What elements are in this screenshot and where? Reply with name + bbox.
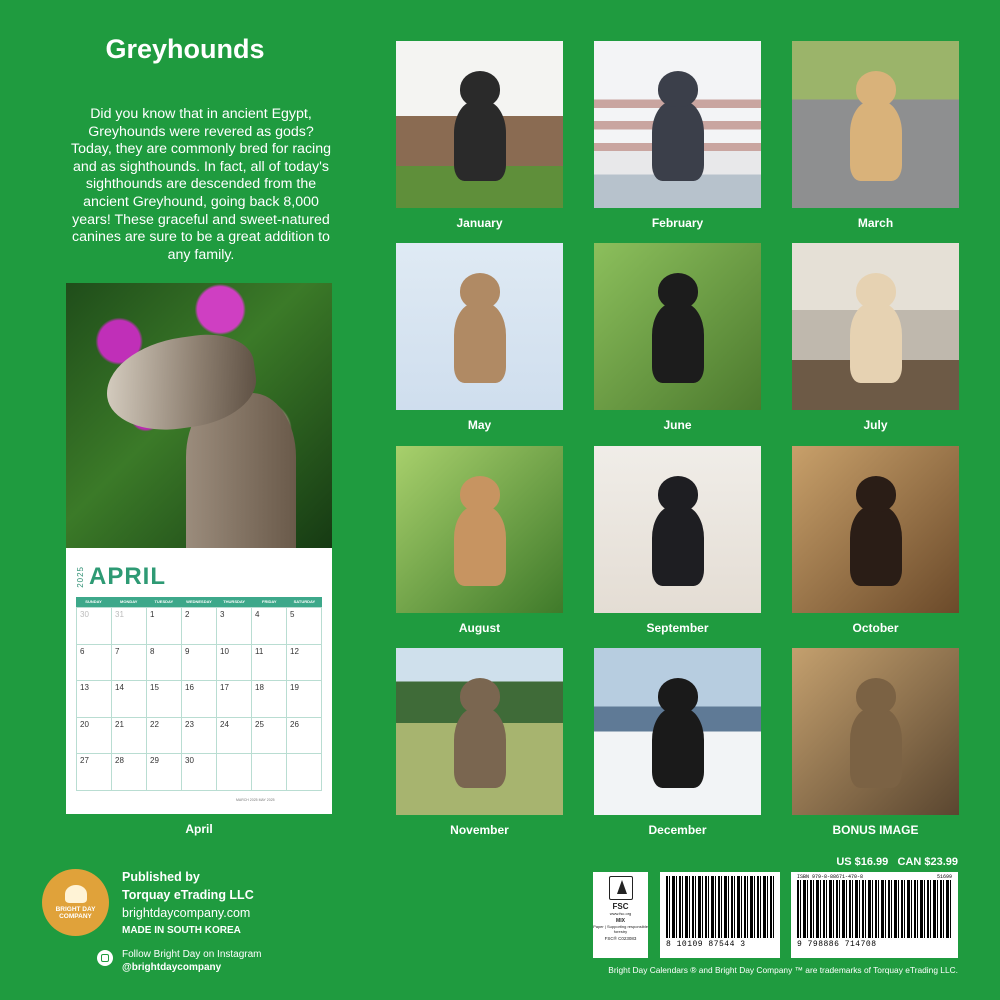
month-tile	[792, 648, 959, 837]
tree-icon	[65, 885, 87, 903]
date-cell: 17	[217, 681, 252, 718]
month-caption: BONUS IMAGE	[832, 823, 919, 837]
date-cell: 27	[77, 754, 112, 791]
dog-head	[658, 273, 698, 309]
intro-text: Did you know that in ancient Egypt, Greyhounds were revered as gods? Today, they are commonly bred for racing and as sighthounds. In fact, all of today's sighthounds are descended from the ancient Greyhound, going back 8,000 years! These graceful and sweet-natured canines are sure to be a great addition to any family.	[71, 106, 331, 263]
sample-calendar-page	[66, 283, 332, 814]
date-cell: 30	[77, 608, 112, 645]
date-cell: 23	[182, 718, 217, 755]
dog-silhouette	[850, 101, 902, 181]
month-tile	[594, 446, 761, 635]
month-caption: June	[663, 418, 692, 432]
date-cell: 28	[112, 754, 147, 791]
date-cell: 9	[182, 645, 217, 682]
date-cell: 15	[147, 681, 182, 718]
date-cell	[252, 754, 287, 791]
date-cell: 11	[252, 645, 287, 682]
dog-silhouette	[454, 708, 506, 788]
month-photo	[396, 41, 563, 208]
month-tile	[594, 243, 761, 432]
date-cell: 20	[77, 718, 112, 755]
date-cell: 18	[252, 681, 287, 718]
dog-silhouette	[850, 708, 902, 788]
date-cell: 31	[112, 608, 147, 645]
isbn-text: ISBN 979-8-88671-470-8 51699	[797, 874, 952, 880]
date-cell: 5	[287, 608, 322, 645]
month-caption: September	[646, 621, 709, 635]
month-tile	[594, 648, 761, 837]
month-caption: October	[852, 621, 899, 635]
weekday-row	[76, 597, 322, 607]
month-tile	[396, 446, 563, 635]
dog-head	[658, 678, 698, 714]
month-tile	[792, 243, 959, 432]
month-caption: January	[456, 216, 503, 230]
month-photo	[396, 648, 563, 815]
dog-silhouette	[850, 303, 902, 383]
dog-head	[856, 476, 896, 512]
weekday-label: THURSDAY	[223, 599, 246, 604]
month-photo	[594, 648, 761, 815]
month-tile	[396, 648, 563, 837]
date-cell: 26	[287, 718, 322, 755]
month-caption: August	[458, 621, 501, 635]
month-photo	[792, 648, 959, 815]
date-cell: 19	[287, 681, 322, 718]
date-cell: 29	[147, 754, 182, 791]
logo-text: BRIGHT DAY COMPANY	[55, 906, 96, 920]
dog-head	[460, 273, 500, 309]
bright-day-logo	[42, 869, 109, 936]
instagram-icon	[97, 950, 113, 966]
month-tile	[594, 41, 761, 230]
date-cell: 8	[147, 645, 182, 682]
fsc-logo-text: FSC	[612, 902, 629, 911]
month-tile	[792, 41, 959, 230]
barcode-bars	[666, 876, 774, 938]
calendar-month: APRIL	[89, 563, 166, 590]
dog-head	[658, 476, 698, 512]
april-photo	[66, 283, 332, 548]
date-cell: 16	[182, 681, 217, 718]
fsc-mix: MIX	[616, 918, 625, 924]
dog-silhouette	[652, 101, 704, 181]
weekday-label: SATURDAY	[293, 599, 316, 604]
dog-silhouette	[454, 101, 506, 181]
page-title: Greyhounds	[105, 34, 265, 64]
calendar-year: 2025	[76, 566, 85, 588]
dog-head	[460, 678, 500, 714]
date-cell: 10	[217, 645, 252, 682]
date-cell	[217, 754, 252, 791]
dog-head	[856, 71, 896, 107]
date-cell: 4	[252, 608, 287, 645]
month-photo	[594, 41, 761, 208]
dog-head	[460, 476, 500, 512]
made-in-label: MADE IN SOUTH KOREA	[122, 925, 241, 936]
fsc-site: www.fsc.org	[609, 911, 632, 916]
date-cell: 24	[217, 718, 252, 755]
published-by-label: Published by	[122, 870, 200, 884]
month-photo	[792, 243, 959, 410]
month-photo	[396, 446, 563, 613]
date-cell: 3	[217, 608, 252, 645]
isbn-barcode-bars	[797, 880, 952, 938]
dog-silhouette	[652, 708, 704, 788]
fsc-desc: Paper | Supporting responsible forestry	[593, 924, 648, 934]
trademark-notice: Bright Day Calendars ® and Bright Day Company ™ are trademarks of Torquay eTrading LLC.	[608, 965, 958, 975]
date-cell: 12	[287, 645, 322, 682]
month-tile	[396, 243, 563, 432]
month-photo	[594, 446, 761, 613]
fsc-code: FSC® C023083	[604, 936, 637, 941]
weekday-label: TUESDAY	[154, 599, 174, 604]
date-cells	[76, 607, 322, 791]
month-photo	[792, 446, 959, 613]
month-caption: May	[467, 418, 492, 432]
date-cell: 7	[112, 645, 147, 682]
dog-silhouette	[652, 506, 704, 586]
calendar-header	[76, 559, 166, 595]
calendar-grid	[76, 597, 322, 791]
month-photo	[792, 41, 959, 208]
weekday-label: SUNDAY	[85, 599, 102, 604]
price-label: US $16.99 CAN $23.99	[836, 856, 958, 868]
weekday-label: MONDAY	[120, 599, 138, 604]
month-caption: February	[651, 216, 704, 230]
sample-calendar-caption: April	[185, 822, 213, 836]
weekday-label: WEDNESDAY	[186, 599, 212, 604]
mini-months: MARCH 2025 MAY 2025	[236, 798, 275, 802]
date-cell: 13	[77, 681, 112, 718]
dog-head	[658, 71, 698, 107]
month-caption: July	[863, 418, 888, 432]
dog-silhouette	[652, 303, 704, 383]
publisher-info	[122, 868, 254, 940]
date-cell	[287, 754, 322, 791]
month-tile	[396, 41, 563, 230]
date-cell: 30	[182, 754, 217, 791]
month-caption: March	[857, 216, 894, 230]
month-tile	[792, 446, 959, 635]
instagram-info	[122, 948, 262, 974]
date-cell: 14	[112, 681, 147, 718]
upc-digits: 8 10109 87544 3	[666, 940, 746, 949]
fsc-label	[593, 872, 648, 958]
date-cell: 6	[77, 645, 112, 682]
date-cell: 2	[182, 608, 217, 645]
month-photo	[396, 243, 563, 410]
dog-head	[856, 273, 896, 309]
date-cell: 25	[252, 718, 287, 755]
fsc-tree-icon	[609, 876, 633, 900]
dog-head	[460, 71, 500, 107]
isbn-barcode	[791, 872, 958, 958]
date-cell: 21	[112, 718, 147, 755]
upc-barcode	[660, 872, 780, 958]
dog-silhouette	[454, 303, 506, 383]
dog-silhouette	[850, 506, 902, 586]
month-caption: December	[648, 823, 707, 837]
publisher-website: brightdaycompany.com	[122, 906, 251, 920]
dog-silhouette	[454, 506, 506, 586]
instagram-label: Follow Bright Day on Instagram	[122, 949, 262, 960]
dog-head	[856, 678, 896, 714]
date-cell: 1	[147, 608, 182, 645]
date-cell: 22	[147, 718, 182, 755]
instagram-handle: @brightdaycompany	[122, 962, 222, 973]
month-photo	[594, 243, 761, 410]
weekday-label: FRIDAY	[262, 599, 277, 604]
month-caption: November	[450, 823, 509, 837]
isbn-digits: 9 798886 714708	[797, 940, 877, 949]
publisher-name: Torquay eTrading LLC	[122, 888, 254, 902]
